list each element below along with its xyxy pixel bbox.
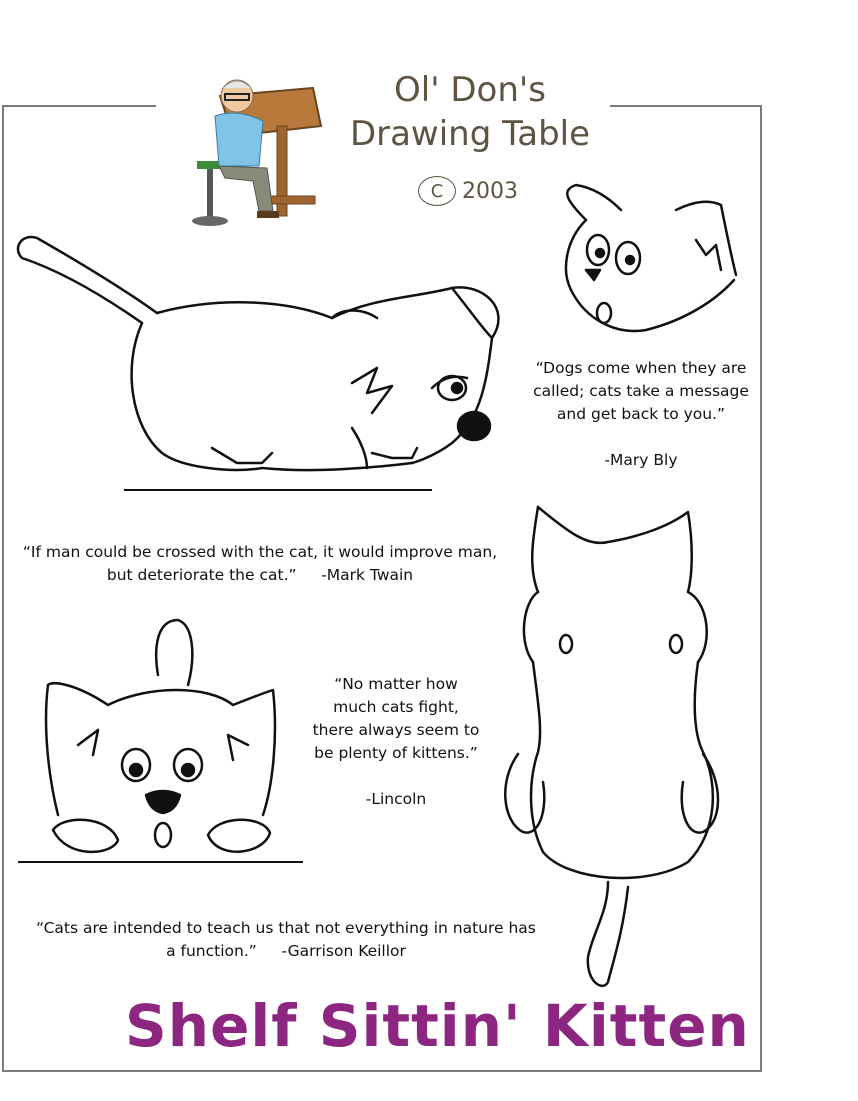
quote-mark-twain <box>10 541 510 587</box>
kitten-over-shelf-drawing <box>18 615 308 870</box>
quote-garrison-keillor <box>30 917 542 963</box>
frame-right <box>760 105 762 1072</box>
quote-text: “If man could be crossed with the cat, it would improve man, but deteriorate the cat.” <box>22 543 498 584</box>
quote-mary-bly <box>528 357 754 472</box>
frame-top-left <box>2 105 156 107</box>
frame-bottom <box>2 1070 762 1072</box>
copyright-year: 2003 <box>462 178 518 204</box>
header-title <box>300 70 640 158</box>
frame-left <box>2 105 4 1072</box>
quote-author: -Mary Bly <box>604 451 678 469</box>
quote-author: -Garrison Keillor <box>281 942 406 960</box>
header-title-line1: Ol' Don's <box>394 70 546 110</box>
crouching-cat-drawing <box>12 228 512 498</box>
quote-lincoln <box>312 673 480 811</box>
quote-author: -Lincoln <box>365 790 427 808</box>
page-title: Shelf Sittin' Kitten <box>125 992 750 1060</box>
quote-author: -Mark Twain <box>321 566 414 584</box>
copyright-icon: C <box>418 176 456 206</box>
quote-text: “Dogs come when they are called; cats take a message and get back to you.” <box>533 359 749 423</box>
quote-text: “No matter how much cats fight, there always seem to be plenty of kittens.” <box>312 675 480 762</box>
cat-face-drawing <box>556 180 741 340</box>
quote-text: “Cats are intended to teach us that not everything in nature has a function.” <box>36 919 536 960</box>
header-title-line2: Drawing Table <box>349 114 591 154</box>
copyright-notice <box>418 176 518 206</box>
